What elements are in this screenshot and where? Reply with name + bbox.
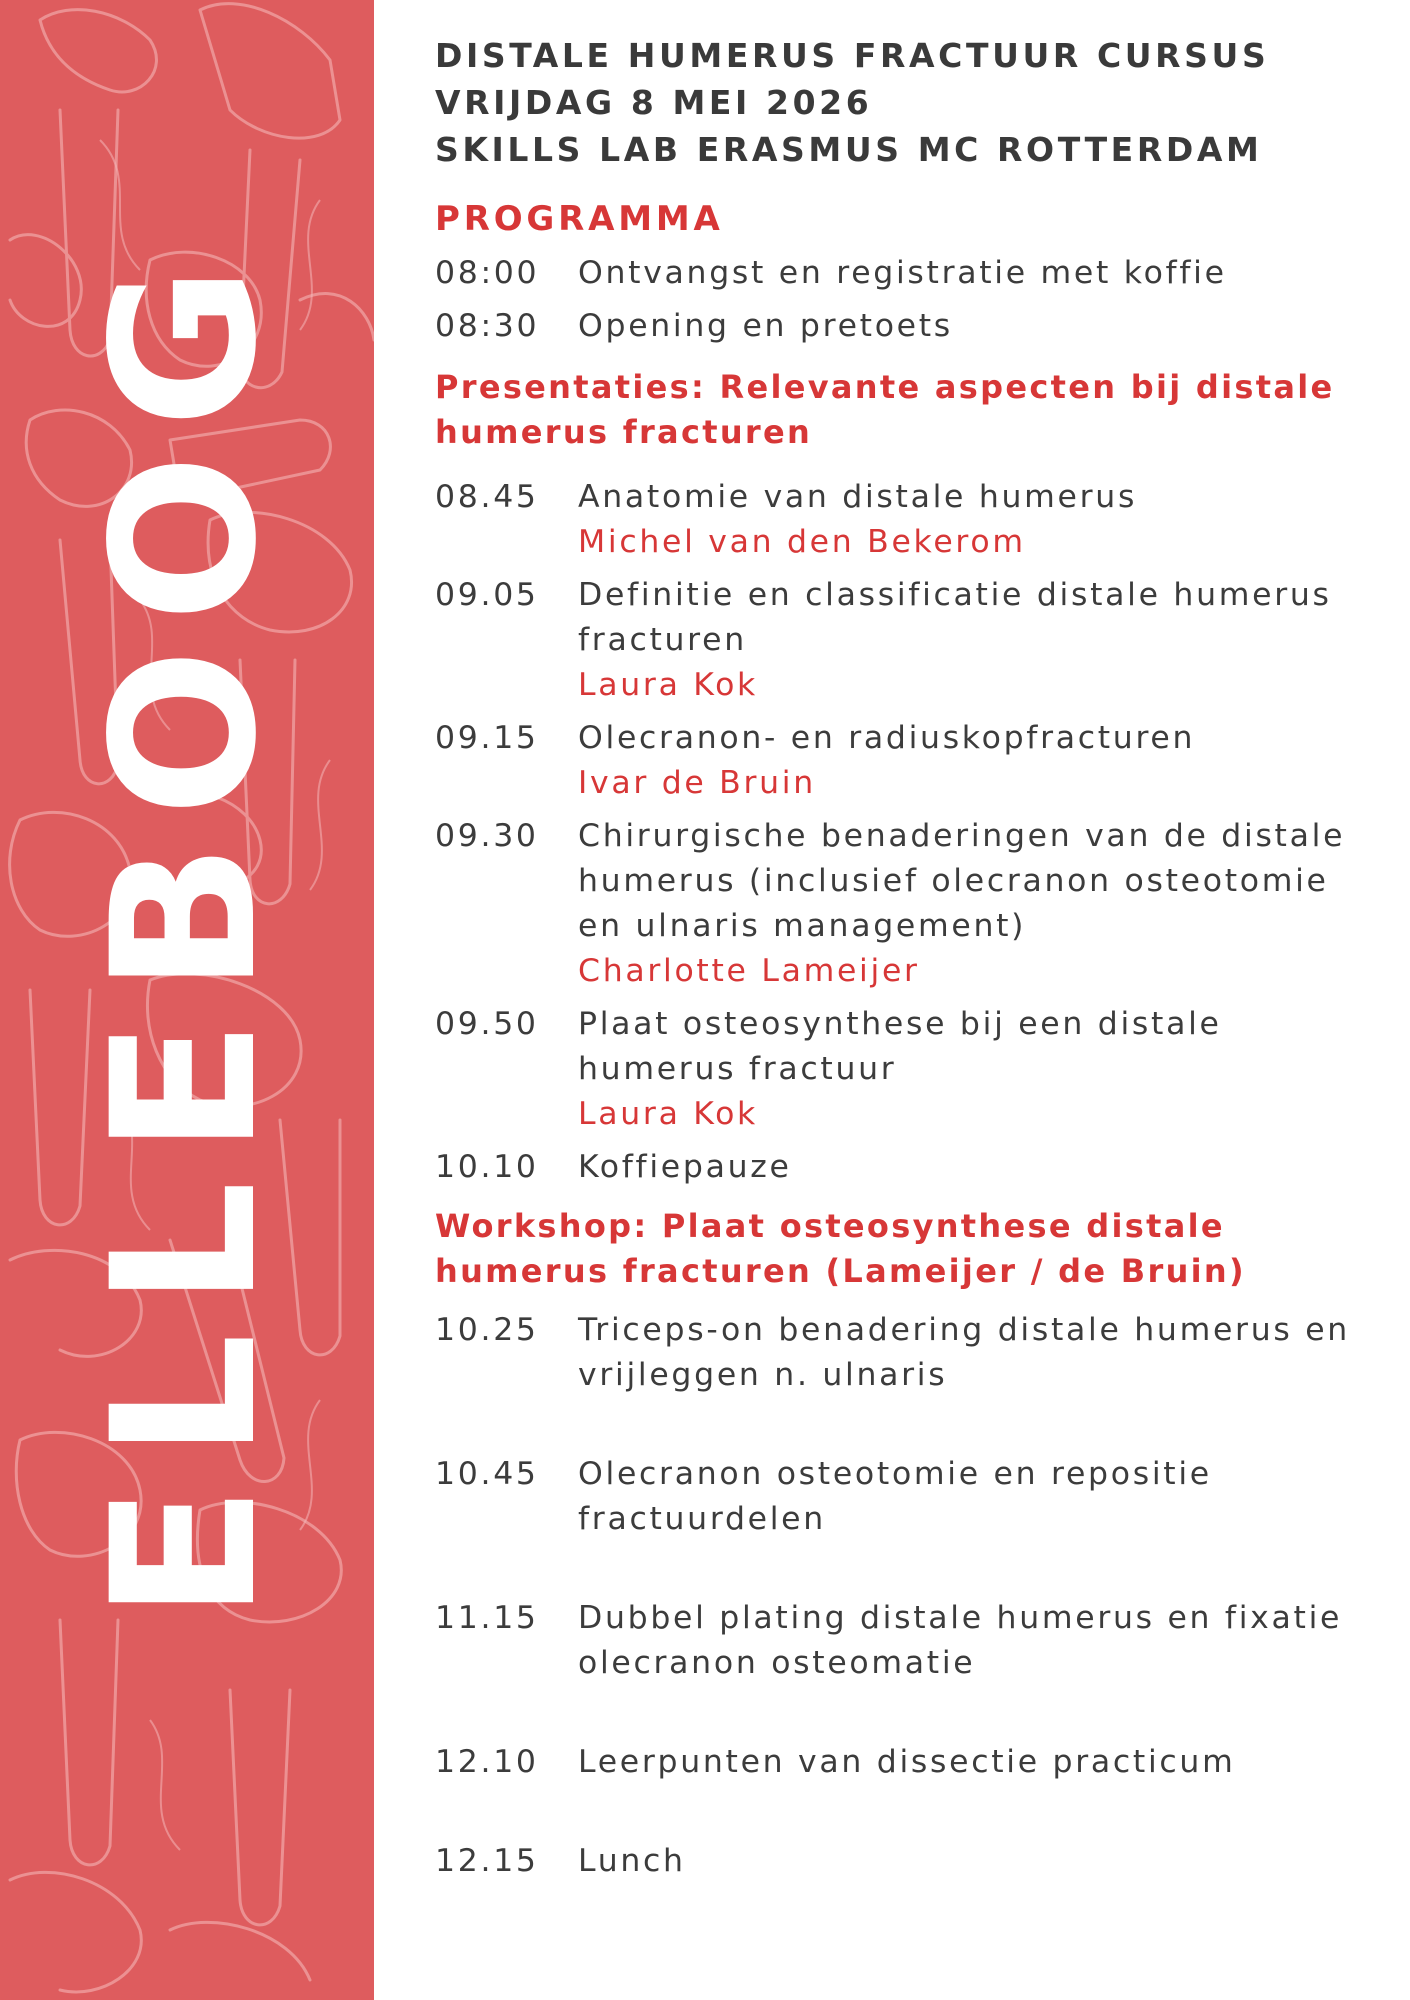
- course-date: VRIJDAG 8 MEI 2026: [435, 83, 873, 122]
- agenda-item: [435, 716, 1375, 806]
- agenda-title: Leerpunten van dissectie practicum: [578, 1744, 1236, 1780]
- agenda-time: 11.15: [435, 1600, 539, 1636]
- agenda-item: [435, 814, 1375, 994]
- vertical-title-elleboog: ELLEBOOG: [69, 239, 300, 1621]
- agenda-item: [435, 1002, 1375, 1137]
- agenda-title: Triceps-on benadering distale humerus en vrijleggen n. ulnaris: [578, 1312, 1350, 1393]
- agenda-title: Koffiepauze: [578, 1149, 792, 1185]
- left-sidebar: [0, 0, 374, 2000]
- speaker-name: Laura Kok: [578, 1096, 758, 1132]
- agenda-time: 08.45: [435, 479, 539, 515]
- agenda-title: Definitie en classificatie distale humerus fracturen: [578, 577, 1332, 658]
- agenda-title: Plaat osteosynthese bij een distale humerus fractuur: [578, 1006, 1222, 1087]
- agenda-title: Olecranon osteotomie en repositie fractuurdelen: [578, 1456, 1212, 1537]
- agenda-item: [435, 304, 1375, 349]
- agenda-time: 09.50: [435, 1006, 539, 1042]
- agenda-item: [435, 1740, 1375, 1785]
- agenda-time: 09.05: [435, 577, 539, 613]
- speaker-name: Ivar de Bruin: [578, 765, 816, 801]
- agenda-item: [435, 1308, 1375, 1398]
- speaker-name: Michel van den Bekerom: [578, 524, 1026, 560]
- agenda-title: Ontvangst en registratie met koffie: [578, 255, 1227, 291]
- speaker-name: Charlotte Lameijer: [578, 953, 920, 989]
- agenda-item: [435, 1596, 1375, 1686]
- course-title: DISTALE HUMERUS FRACTUUR CURSUS: [435, 36, 1270, 75]
- course-header: [435, 32, 1375, 173]
- agenda-time: 09.30: [435, 818, 539, 854]
- agenda-title: Lunch: [578, 1843, 686, 1879]
- agenda-time: 10.45: [435, 1456, 539, 1492]
- agenda-item: [435, 573, 1375, 708]
- agenda-time: 12.10: [435, 1744, 539, 1780]
- course-location: SKILLS LAB ERASMUS MC ROTTERDAM: [435, 130, 1263, 169]
- agenda-title: Chirurgische benaderingen van de distale humerus (inclusief olecranon osteotomie en ulnaris management): [578, 818, 1346, 944]
- speaker-name: Laura Kok: [578, 667, 758, 703]
- agenda-time: 10.25: [435, 1312, 539, 1348]
- agenda-item: [435, 1145, 1375, 1190]
- program-title: PROGRAMMA: [435, 199, 724, 239]
- section-heading-workshop: Workshop: Plaat osteosynthese distale humerus fracturen (Lameijer / de Bruin): [435, 1207, 1246, 1290]
- agenda-item: [435, 1839, 1375, 1884]
- agenda-time: 08:00: [435, 255, 540, 291]
- agenda-time: 10.10: [435, 1149, 539, 1185]
- agenda-item: [435, 251, 1375, 296]
- agenda-item: [435, 1452, 1375, 1542]
- agenda-time: 12.15: [435, 1843, 539, 1879]
- agenda-time: 08:30: [435, 308, 540, 344]
- agenda-title: Anatomie van distale humerus: [578, 479, 1138, 515]
- agenda-time: 09.15: [435, 720, 539, 756]
- program-content: [435, 32, 1375, 1884]
- agenda-title: Olecranon- en radiuskopfracturen: [578, 720, 1196, 756]
- agenda-item: [435, 475, 1375, 565]
- agenda-title: Dubbel plating distale humerus en fixatie olecranon osteomatie: [578, 1600, 1343, 1681]
- agenda-title: Opening en pretoets: [578, 308, 953, 344]
- section-heading-presentaties: Presentaties: Relevante aspecten bij distale humerus fracturen: [435, 368, 1335, 451]
